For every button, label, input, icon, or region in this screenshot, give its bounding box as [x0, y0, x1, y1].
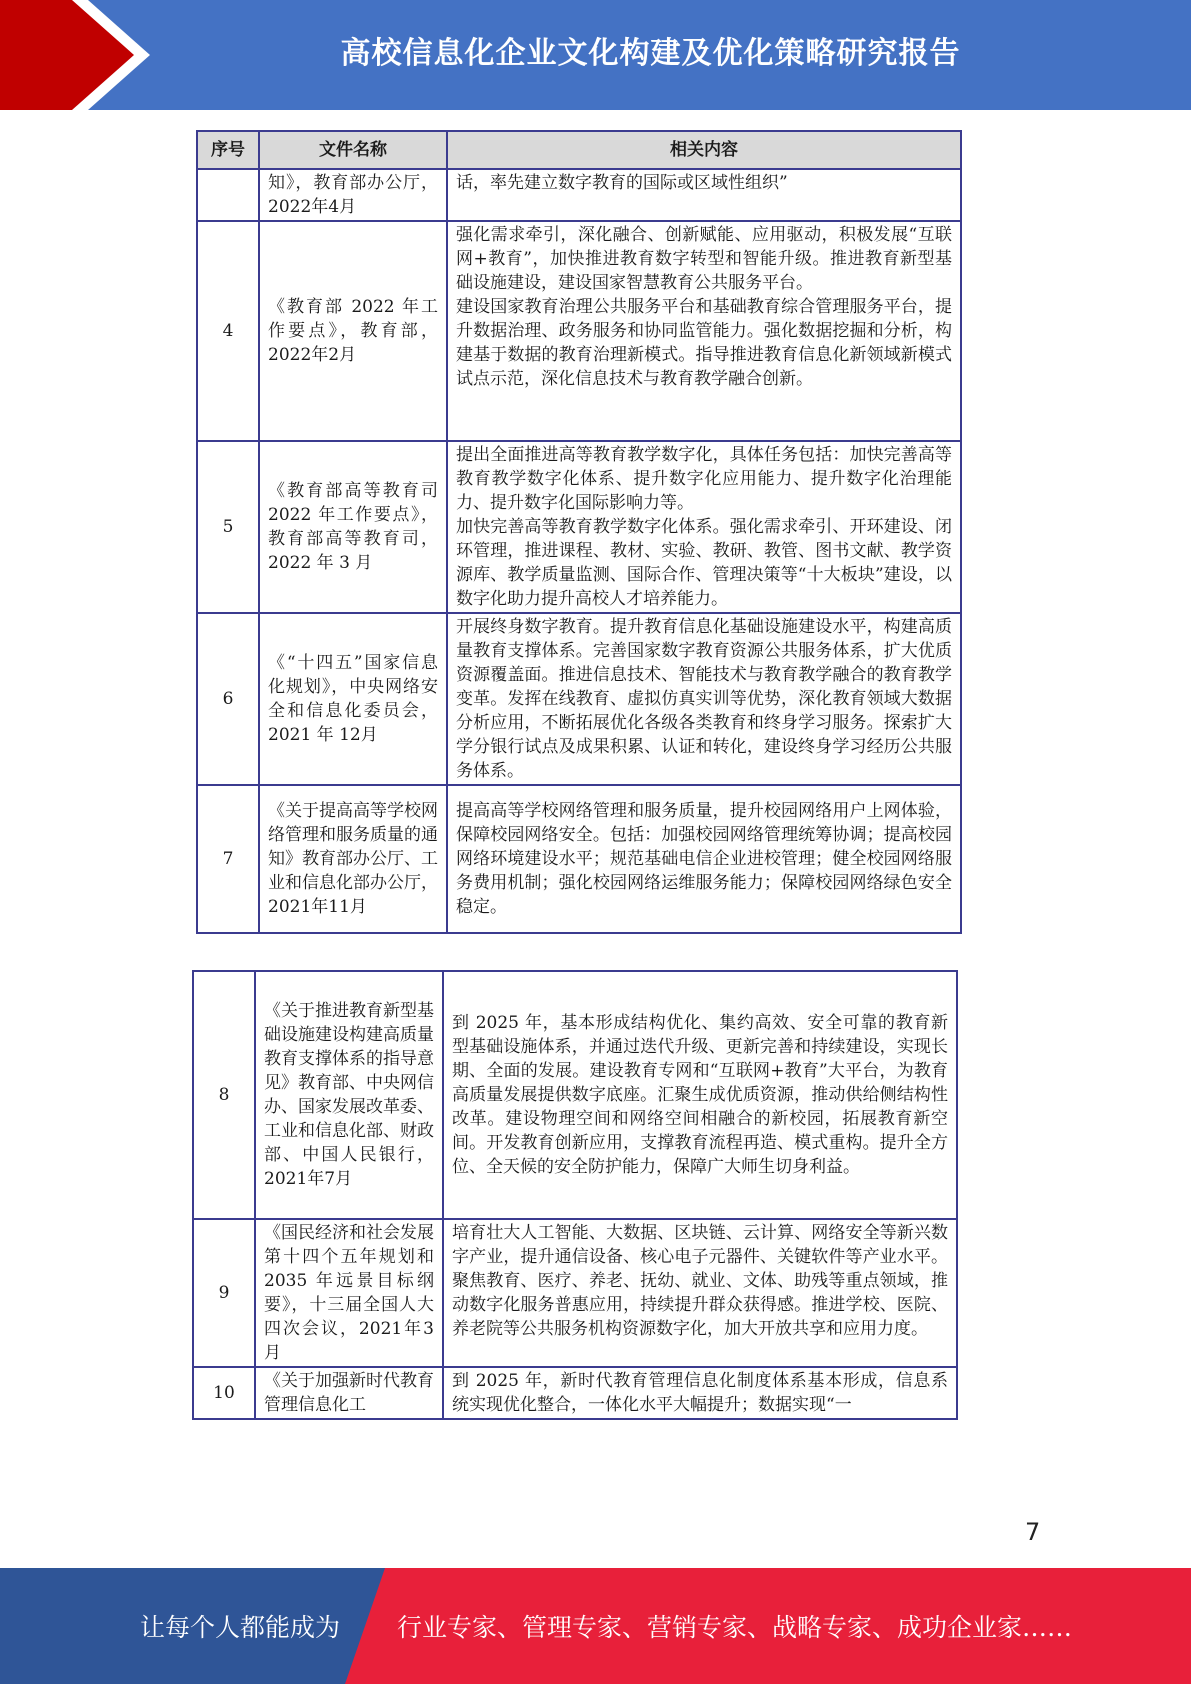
document-name: 《教育部高等教育司 2022 年工作要点》，教育部高等教育司，2022 年 3 月: [259, 441, 447, 613]
related-content: 话，率先建立数字教育的国际或区域性组织”: [447, 169, 961, 221]
content-paragraph: 建设国家教育治理公共服务平台和基础教育综合管理服务平台，提升数据治理、政务服务和协同监管能力。强化数据挖掘和分析，构建基于数据的教育治理新模式。指导推进教育信息化新领域新模式试点示范，深化信息技术与教育教学融合创新。: [456, 297, 952, 389]
related-content: [443, 1219, 957, 1367]
content-paragraph: 加快完善高等教育教学数字化体系。强化需求牵引、开环建设、闭环管理，推进课程、教材、实验、教研、教管、图书文献、教学资源库、教学质量监测、国际合作、管理决策等“十大板块”建设，以数字化助力提升高校人才培养能力。: [456, 517, 952, 609]
row-number: 8: [193, 971, 255, 1219]
content-paragraph: 开展终身数字教育。提升教育信息化基础设施建设水平，构建高质量教育支撑体系。完善国家数字教育资源公共服务体系，扩大优质资源覆盖面。推进信息技术、智能技术与教育教学融合的教育教学变革。发挥在线教育、虚拟仿真实训等优势，深化教育领域大数据分析应用，不断拓展优化各级各类教育和终身学习服务。探索扩大学分银行试点及成果积累、认证和转化，建设终身学习经历公共服务体系。: [456, 617, 952, 781]
page-number: 7: [1025, 1518, 1041, 1546]
row-number: 4: [197, 221, 259, 441]
table-row: [197, 441, 961, 613]
table-row: [193, 1219, 957, 1367]
related-content: [443, 971, 957, 1219]
document-name: 《教育部 2022 年工作要点》，教育部，2022年2月: [259, 221, 447, 441]
related-content: [447, 613, 961, 785]
table-row-continued: [197, 169, 961, 221]
content-paragraph: 提出全面推进高等教育教学数字化，具体任务包括：加快完善高等教育教学数字化体系、提升数字化应用能力、提升数字化治理能力、提升数字化国际影响力等。: [456, 445, 952, 513]
row-number: [197, 169, 259, 221]
content-paragraph: 提高高等学校网络管理和服务质量，提升校园网络用户上网体验，保障校园网络安全。包括：加强校园网络管理统筹协调；提高校园网络环境建设水平；规范基础电信企业进校管理；健全校园网络服务费用机制；强化校园网络运维服务能力；保障校园网络绿色安全稳定。: [456, 801, 952, 917]
table-row: [193, 971, 957, 1219]
policy-table: [196, 130, 962, 934]
related-content: [447, 441, 961, 613]
table-header-row: [197, 131, 961, 169]
document-name: 《关于推进教育新型基础设施建设构建高质量教育支撑体系的指导意见》教育部、中央网信办、国家发展改革委、工业和信息化部、财政部、中国人民银行，2021年7月: [255, 971, 443, 1219]
related-content: [447, 785, 961, 933]
policy-table-continued: [192, 970, 958, 1420]
header-arrow-icon: [0, 0, 160, 110]
column-header-name: 文件名称: [259, 131, 447, 169]
row-number: 7: [197, 785, 259, 933]
row-number: 6: [197, 613, 259, 785]
table-row: [193, 1367, 957, 1419]
row-number: 10: [193, 1367, 255, 1419]
content-paragraph: 到 2025 年，新时代教育管理信息化制度体系基本形成，信息系统实现优化整合，一体化水平大幅提升；数据实现“一: [452, 1371, 948, 1415]
footer-slogan-right: 行业专家、管理专家、营销专家、战略专家、成功企业家……: [397, 1613, 1073, 1642]
document-name: 知》，教育部办公厅，2022年4月: [259, 169, 447, 221]
document-name: 《关于加强新时代教育管理信息化工: [255, 1367, 443, 1419]
footer-slogan-left: 让每个人都能成为: [140, 1613, 341, 1642]
related-content: [443, 1367, 957, 1419]
page-header: [0, 0, 1191, 110]
row-number: 5: [197, 441, 259, 613]
content-paragraph: 培育壮大人工智能、大数据、区块链、云计算、网络安全等新兴数字产业，提升通信设备、核心电子元器件、关键软件等产业水平。聚焦教育、医疗、养老、抚幼、就业、文体、助残等重点领域，推动数字化服务普惠应用，持续提升群众获得感。推进学校、医院、养老院等公共服务机构资源数字化，加大开放共享和应用力度。: [452, 1223, 948, 1339]
table-row: [197, 785, 961, 933]
page-footer: [0, 1568, 1191, 1684]
column-header-content: 相关内容: [447, 131, 961, 169]
content-paragraph: 到 2025 年，基本形成结构优化、集约高效、安全可靠的教育新型基础设施体系，并通过迭代升级、更新完善和持续建设，实现长期、全面的发展。建设教育专网和“互联网+教育”大平台，为教育高质量发展提供数字底座。汇聚生成优质资源，推动供给侧结构性改革。建设物理空间和网络空间相融合的新校园，拓展教育新空间。开发教育创新应用，支撑教育流程再造、模式重构。提升全方位、全天候的安全防护能力，保障广大师生切身利益。: [452, 1013, 948, 1177]
content-paragraph: 强化需求牵引，深化融合、创新赋能、应用驱动，积极发展“互联网+教育”，加快推进教育数字转型和智能升级。推进教育新型基础设施建设，建设国家智慧教育公共服务平台。: [456, 225, 952, 293]
table-row: [197, 613, 961, 785]
related-content: [447, 221, 961, 441]
column-header-no: 序号: [197, 131, 259, 169]
table-row: [197, 221, 961, 441]
document-name: 《“十四五”国家信息化规划》，中央网络安全和信息化委员会，2021 年 12月: [259, 613, 447, 785]
header-title: 高校信息化企业文化构建及优化策略研究报告: [340, 36, 961, 71]
document-name: 《国民经济和社会发展第十四个五年规划和 2035 年远景目标纲要》，十三届全国人大四次会议，2021年3月: [255, 1219, 443, 1367]
document-name: 《关于提高高等学校网络管理和服务质量的通知》教育部办公厅、工业和信息化部办公厅，2021年11月: [259, 785, 447, 933]
row-number: 9: [193, 1219, 255, 1367]
